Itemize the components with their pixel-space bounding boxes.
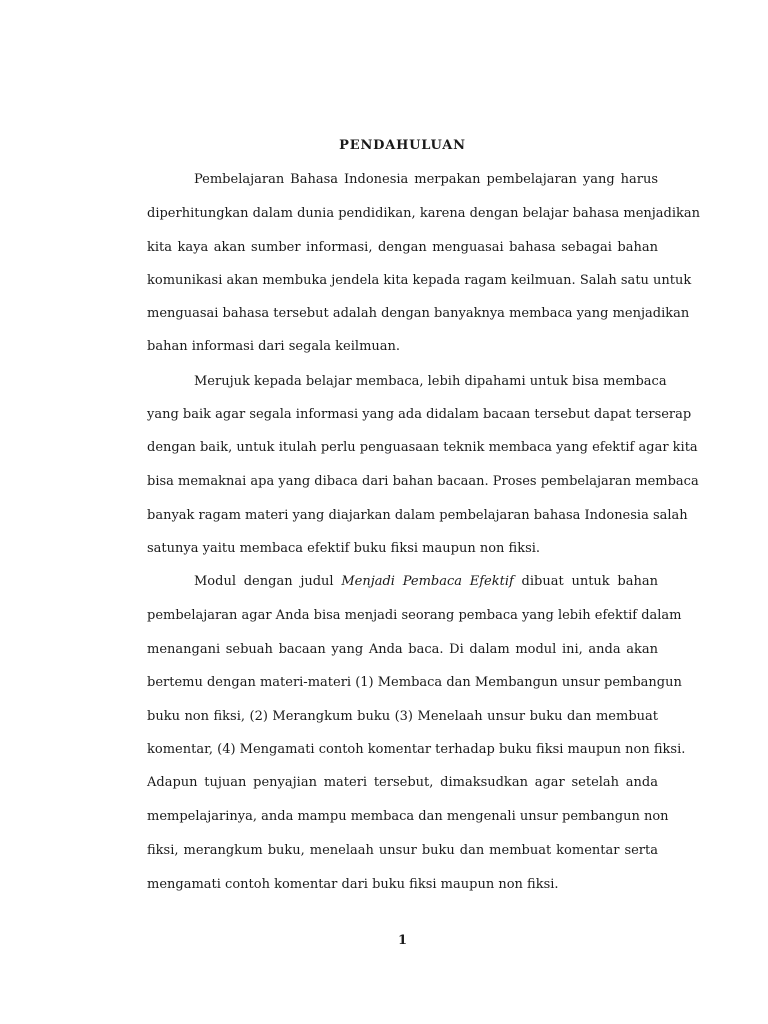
text-line: menangani sebuah bacaan yang Anda baca. Di dalam modul ini, anda akan xyxy=(147,642,658,657)
text-line: bahan informasi dari segala keilmuan. xyxy=(147,339,401,354)
page-title: PENDAHULUAN xyxy=(339,138,466,153)
text-line: komentar, (4) Mengamati contoh komentar terhadap buku fiksi maupun non fiksi. xyxy=(147,742,686,757)
text-run: dibuat untuk bahan xyxy=(513,574,658,589)
text-line: pembelajaran agar Anda bisa menjadi seorang pembaca yang lebih efektif dalam xyxy=(147,608,682,623)
text-line: kita kaya akan sumber informasi, dengan menguasai bahasa sebagai bahan xyxy=(147,240,658,255)
text-line: dengan baik, untuk itulah perlu penguasaan teknik membaca yang efektif agar kita xyxy=(147,440,698,455)
text-line: fiksi, merangkum buku, menelaah unsur buku dan membuat komentar serta xyxy=(147,843,658,858)
text-line: Adapun tujuan penyajian materi tersebut, dimaksudkan agar setelah anda xyxy=(147,775,658,790)
module-title: Menjadi Pembaca Efektif xyxy=(341,574,514,589)
text-line: mempelajarinya, anda mampu membaca dan mengenali unsur pembangun non xyxy=(147,809,669,824)
text-line: yang baik agar segala informasi yang ada didalam bacaan tersebut dapat terserap xyxy=(147,407,692,422)
text-line: banyak ragam materi yang diajarkan dalam pembelajaran bahasa Indonesia salah xyxy=(147,508,688,523)
text-run: Modul dengan judul xyxy=(194,574,342,589)
text-line: komunikasi akan membuka jendela kita kepada ragam keilmuan. Salah satu untuk xyxy=(147,273,692,288)
page-number: 1 xyxy=(397,933,408,948)
text-line xyxy=(194,573,658,591)
text-line: satunya yaitu membaca efektif buku fiksi maupun non fiksi. xyxy=(147,541,541,556)
text-line: menguasai bahasa tersebut adalah dengan banyaknya membaca yang menjadikan xyxy=(147,306,690,321)
text-line: Merujuk kepada belajar membaca, lebih dipahami untuk bisa membaca xyxy=(194,374,667,389)
text-line: diperhitungkan dalam dunia pendidikan, karena dengan belajar bahasa menjadikan xyxy=(147,206,701,221)
text-line: buku non fiksi, (2) Merangkum buku (3) Menelaah unsur buku dan membuat xyxy=(147,709,658,724)
text-line: bisa memaknai apa yang dibaca dari bahan bacaan. Proses pembelajaran membaca xyxy=(147,474,699,489)
text-line: bertemu dengan materi-materi (1) Membaca dan Membangun unsur pembangun xyxy=(147,675,682,690)
text-line: Pembelajaran Bahasa Indonesia merpakan pembelajaran yang harus xyxy=(194,172,658,187)
text-line: mengamati contoh komentar dari buku fiksi maupun non fiksi. xyxy=(147,877,559,892)
